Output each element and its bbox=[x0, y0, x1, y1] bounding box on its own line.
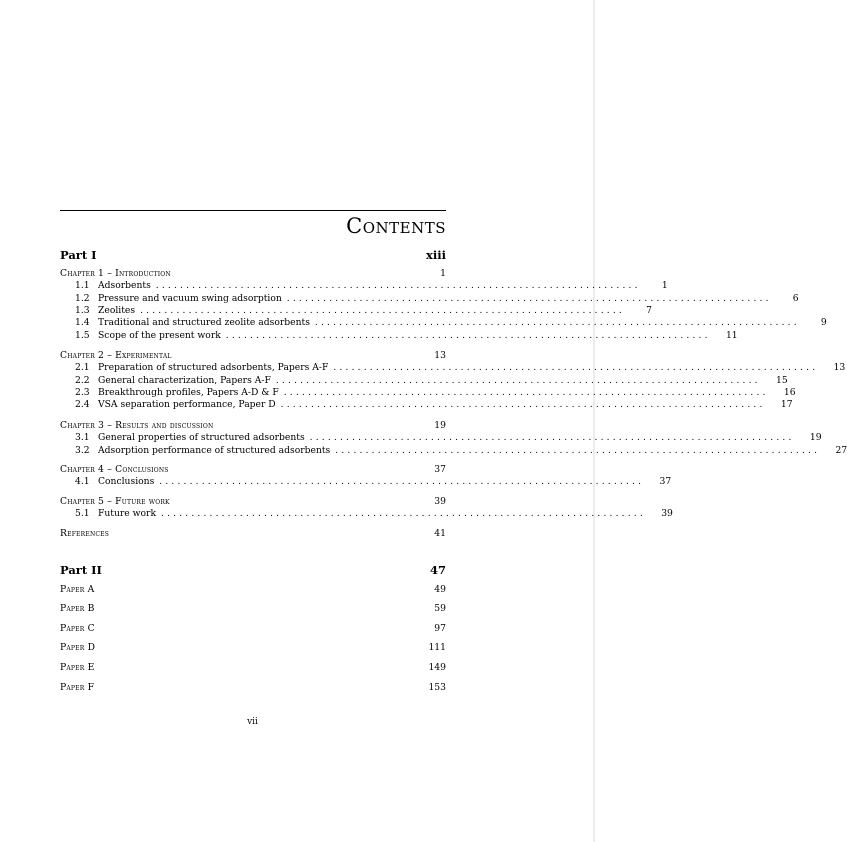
chapter-entry[interactable] bbox=[60, 268, 446, 280]
section-number: 5.1 bbox=[75, 508, 90, 520]
chapter-page: 1 bbox=[440, 268, 446, 279]
section-number: 1.1 bbox=[75, 280, 90, 292]
section-title: Adsorption performance of structured adsorbents bbox=[98, 444, 331, 456]
chapter-entry[interactable] bbox=[60, 420, 446, 432]
title-rule bbox=[60, 210, 446, 211]
paper-entry[interactable] bbox=[60, 662, 446, 674]
chapter-page: 39 bbox=[434, 496, 446, 507]
section-title: Adsorbents bbox=[98, 280, 151, 292]
section-number: 3.1 bbox=[75, 432, 90, 444]
paper-title: Paper C bbox=[60, 623, 95, 634]
section-title: Breakthrough profiles, Papers A-D & F bbox=[98, 387, 279, 399]
leader-dots: ................................................................................ bbox=[225, 330, 711, 341]
paper-entry[interactable] bbox=[60, 623, 446, 635]
section-number: 2.1 bbox=[75, 362, 90, 374]
section-number: 2.2 bbox=[75, 374, 90, 386]
section-page: 1 bbox=[661, 280, 668, 292]
chapter-page: 19 bbox=[434, 420, 446, 431]
references-entry[interactable] bbox=[60, 528, 446, 540]
section-page: 11 bbox=[725, 329, 738, 341]
chapter-title: Chapter 2 – Experimental bbox=[60, 350, 172, 361]
section-page: 9 bbox=[820, 317, 827, 329]
page-number: vii bbox=[247, 717, 258, 727]
part-label: Part II bbox=[60, 563, 102, 577]
section-title: VSA separation performance, Paper D bbox=[98, 399, 276, 411]
section-page: 6 bbox=[792, 292, 799, 304]
leader-dots: ................................................................................ bbox=[159, 477, 645, 488]
section-entry[interactable] bbox=[60, 444, 847, 457]
section-page: 17 bbox=[780, 399, 793, 411]
section-title: Future work bbox=[98, 508, 157, 520]
section-entry[interactable] bbox=[60, 432, 822, 444]
section-entry[interactable] bbox=[60, 399, 793, 411]
leader-dots: ................................................................................ bbox=[309, 433, 795, 444]
chapter-entry[interactable] bbox=[60, 464, 446, 476]
paper-page: 153 bbox=[428, 682, 446, 693]
leader-dots: ................................................................................ bbox=[335, 445, 821, 456]
part-page: xiii bbox=[426, 248, 446, 262]
section-page: 7 bbox=[646, 305, 652, 317]
section-title: Scope of the present work bbox=[98, 329, 221, 341]
paper-entry[interactable] bbox=[60, 682, 446, 694]
references-page: 41 bbox=[434, 528, 446, 539]
section-title: Zeolites bbox=[98, 305, 136, 317]
chapter-title: Chapter 1 – Introduction bbox=[60, 268, 171, 279]
paper-title: Paper B bbox=[60, 603, 95, 614]
chapter-page: 37 bbox=[434, 464, 446, 475]
paper-entry[interactable] bbox=[60, 584, 446, 596]
section-page: 15 bbox=[776, 374, 788, 386]
leader-dots: ................................................................................ bbox=[140, 306, 625, 317]
section-title: General properties of structured adsorbents bbox=[98, 432, 305, 444]
leader-dots: ................................................................................ bbox=[280, 400, 766, 411]
section-entry[interactable] bbox=[60, 305, 652, 317]
section-entry[interactable] bbox=[60, 317, 827, 329]
references-label: References bbox=[60, 528, 110, 539]
part-2-heading[interactable] bbox=[60, 563, 446, 578]
chapter-page: 13 bbox=[434, 350, 446, 361]
contents-title: Contents bbox=[346, 214, 446, 238]
section-number: 3.2 bbox=[75, 444, 90, 456]
section-title: General characterization, Papers A-F bbox=[98, 374, 271, 386]
section-page: 27 bbox=[835, 444, 847, 456]
section-title: Pressure and vacuum swing adsorption bbox=[98, 292, 282, 304]
section-number: 1.2 bbox=[75, 292, 90, 304]
leader-dots: ................................................................................ bbox=[314, 318, 800, 329]
paper-page: 97 bbox=[434, 623, 446, 634]
section-number: 1.5 bbox=[75, 329, 90, 341]
page-edge bbox=[593, 0, 595, 842]
leader-dots: ................................................................................ bbox=[275, 375, 761, 386]
chapter-title: Chapter 3 – Results and discussion bbox=[60, 420, 214, 431]
chapter-title: Chapter 4 – Conclusions bbox=[60, 464, 169, 475]
part-label: Part I bbox=[60, 248, 97, 262]
section-page: 37 bbox=[659, 476, 672, 488]
leader-dots: ................................................................................ bbox=[155, 281, 641, 292]
section-entry[interactable] bbox=[60, 508, 673, 520]
leader-dots: ................................................................................ bbox=[161, 509, 646, 520]
chapter-entry[interactable] bbox=[60, 350, 446, 362]
section-number: 1.4 bbox=[75, 317, 90, 329]
section-page: 16 bbox=[783, 387, 796, 399]
paper-page: 111 bbox=[428, 642, 446, 653]
part-page: 47 bbox=[429, 563, 446, 577]
leader-dots: ................................................................................ bbox=[283, 388, 769, 399]
section-entry[interactable] bbox=[60, 387, 796, 399]
paper-page: 149 bbox=[428, 662, 446, 673]
section-title: Conclusions bbox=[98, 476, 155, 488]
paper-title: Paper D bbox=[60, 642, 96, 653]
paper-title: Paper A bbox=[60, 584, 95, 595]
section-entry[interactable] bbox=[60, 329, 738, 342]
section-title: Preparation of structured adsorbents, Papers A-F bbox=[98, 362, 329, 374]
section-number: 4.1 bbox=[75, 476, 90, 488]
section-page: 13 bbox=[833, 362, 846, 374]
paper-title: Paper F bbox=[60, 682, 95, 693]
section-entry[interactable] bbox=[60, 374, 788, 387]
section-page: 19 bbox=[809, 432, 822, 444]
leader-dots: ................................................................................ bbox=[333, 363, 819, 374]
section-entry[interactable] bbox=[60, 280, 668, 292]
section-entry[interactable] bbox=[60, 362, 846, 374]
section-number: 2.3 bbox=[75, 387, 90, 399]
chapter-title: Chapter 5 – Future work bbox=[60, 496, 170, 507]
paper-page: 49 bbox=[434, 584, 446, 595]
section-entry[interactable] bbox=[60, 292, 799, 305]
leader-dots: ................................................................................ bbox=[286, 293, 772, 304]
section-page: 39 bbox=[661, 508, 673, 520]
section-title: Traditional and structured zeolite adsorbents bbox=[98, 317, 310, 329]
paper-title: Paper E bbox=[60, 662, 95, 673]
section-number: 1.3 bbox=[75, 305, 90, 317]
paper-entry[interactable] bbox=[60, 603, 446, 615]
chapter-entry[interactable] bbox=[60, 496, 446, 508]
paper-entry[interactable] bbox=[60, 642, 446, 654]
section-entry[interactable] bbox=[60, 476, 672, 488]
part-1-heading[interactable] bbox=[60, 248, 446, 263]
paper-page: 59 bbox=[434, 603, 446, 614]
section-number: 2.4 bbox=[75, 399, 90, 411]
